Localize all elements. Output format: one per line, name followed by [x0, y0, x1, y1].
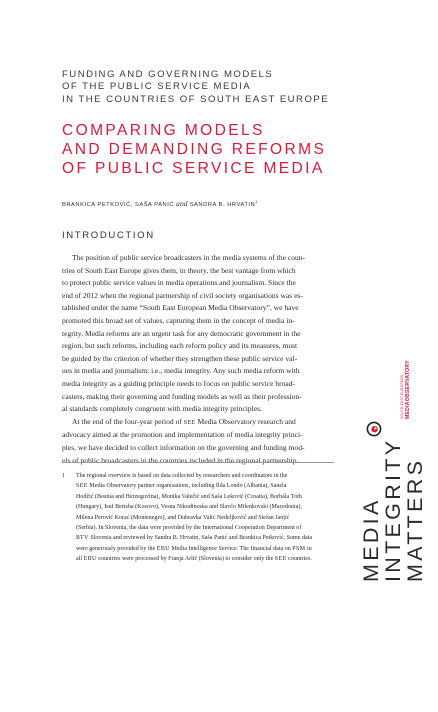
author-conjunction: and: [176, 199, 188, 208]
small-caps: EBU: [83, 556, 97, 563]
series-label-text: [360, 438, 426, 582]
footnote-line: Hodžić (Bosnia and Herzegovina), Monika Valečić and Saša Leković (Croatia), Borbála Tóth: [76, 493, 302, 500]
author-names: BRANKICA PETKOVIĆ, SAŠA PANIĆ: [62, 202, 175, 208]
text-fragment: Slovenia and reviewed by Sandra B. Hrvatin, Saša Panić and Brankica Petković. Some data: [88, 535, 313, 542]
series-title-line: FUNDING AND GOVERNING MODELS: [62, 69, 274, 80]
text-fragment: Media Observatory research and: [195, 416, 296, 426]
text-line: advocacy aimed at the promotion and implementation of media integrity princi-: [62, 430, 303, 440]
text-fragment: At the end of the four-year period of: [72, 416, 184, 426]
text-fragment: countries were processed by Franja Arlič (Slovenia) to consider only the: [96, 556, 275, 563]
text-fragment: countries.: [286, 556, 312, 563]
text-line: promoted this broad set of values, capturing them in the concept of media in-: [62, 315, 295, 325]
small-caps: SEE: [76, 483, 88, 490]
media-observatory-logo: [378, 343, 411, 419]
text-fragment: in: [305, 545, 312, 552]
footnote-ref: 1: [255, 199, 258, 205]
text-fragment: all: [76, 556, 84, 563]
text-line: end of 2012 when the regional partnership of civil society organisations was es-: [62, 290, 303, 300]
footnote-line: [76, 481, 334, 491]
chapter-title: [62, 121, 402, 178]
small-caps: RTV: [76, 535, 89, 542]
small-caps: SEE: [183, 419, 196, 426]
text-line: The position of public service broadcasters in the media systems of the coun-: [72, 253, 306, 262]
text-fragment: Media Observatory partner organisations, including Ilda Londo (Albania), Sanela: [87, 483, 287, 490]
text-line: tablished under the name “South East European Media Observatory”, we have: [62, 303, 299, 313]
text-line: to protect public service values in media operations and journalism. Since the: [62, 278, 296, 288]
text-line: media integrity as a guiding principle needs to focus on public service broad-: [62, 378, 296, 388]
chapter-title-line: OF PUBLIC SERVICE MEDIA: [62, 160, 325, 177]
footnote-divider: [62, 462, 334, 463]
footnote-number: 1: [62, 473, 66, 479]
series-title: [62, 69, 362, 106]
text-line: region, but such reforms, including each reform policy and its measures, must: [62, 341, 298, 351]
text-line: [62, 416, 334, 430]
text-line: tegrity. Media reforms are an urgent task for any democratic government in the: [62, 328, 301, 338]
series-label-line: INTEGRITY: [381, 437, 405, 582]
small-caps: EBU: [156, 545, 170, 552]
footnote-line: The regional overview is based on data collected by researchers and coordinators in the: [76, 473, 288, 479]
series-label: [359, 437, 438, 712]
small-caps: SEE: [274, 556, 287, 563]
footnote-line: [76, 544, 334, 554]
text-line: al standards completely congruent with media integrity principles.: [62, 404, 262, 414]
text-line: casters, making their governing and funding models as well as their profession-: [62, 391, 302, 401]
observatory-eye-icon: [366, 421, 382, 437]
logo-name: MEDIAOBSERVATORY: [404, 360, 411, 419]
section-heading: INTRODUCTION: [62, 230, 155, 241]
chapter-title-line: AND DEMANDING REFORMS: [62, 141, 327, 158]
series-label-line: MATTERS: [403, 457, 427, 582]
logo-subtitle: SOUTH EAST EUROPEAN: [400, 374, 404, 419]
footnote-line: (Hungary), Isuf Berisha (Kosovo), Vesna Nikodinoska and Slavčo Milenkovski (Macedonia),: [76, 504, 302, 511]
small-caps: PSM: [292, 545, 306, 552]
footnote-line: [76, 554, 334, 564]
chapter-title-line: COMPARING MODELS: [62, 122, 265, 139]
author-line: [62, 199, 382, 208]
footnote: [62, 471, 334, 565]
logo-wordmark: [400, 360, 411, 419]
series-title-line: OF THE PUBLIC SERVICE MEDIA: [62, 81, 252, 93]
footnote-text: [76, 471, 334, 565]
series-title-line: IN THE COUNTRIES OF SOUTH EAST EUROPE: [62, 93, 330, 105]
text-line: ues in media and journalism: i.e., media integrity. Any such media reform with: [62, 366, 300, 376]
text-line: be guided by the criterion of whether they strengthen these public service val-: [62, 353, 298, 363]
text-line: els of public broadcasters in the countries included in the regional partnership.: [62, 455, 299, 465]
series-label-line: MEDIA: [359, 497, 383, 582]
footnote-line: [76, 533, 334, 543]
footnote-line: (Serbia). In Slovenia, the data were provided by the International Cooperation Department of: [76, 525, 302, 532]
text-fragment: were generously provided by the: [76, 545, 157, 552]
footnote-line: Milena Perović Korać (Montenegro), and Dubravka Valić Nedeljković and Stefan Janjić: [76, 514, 290, 521]
text-fragment: Media Intelligence Service. The financial data on: [169, 545, 293, 552]
text-line: ples, we have decided to collect information on the governing and funding mod-: [62, 442, 305, 452]
author-names: SANDRA B. HRVATIN: [189, 202, 256, 208]
text-line: tries of South East Europe gives them, in theory, the best vantage from which: [62, 265, 296, 275]
body-text: [62, 252, 334, 467]
